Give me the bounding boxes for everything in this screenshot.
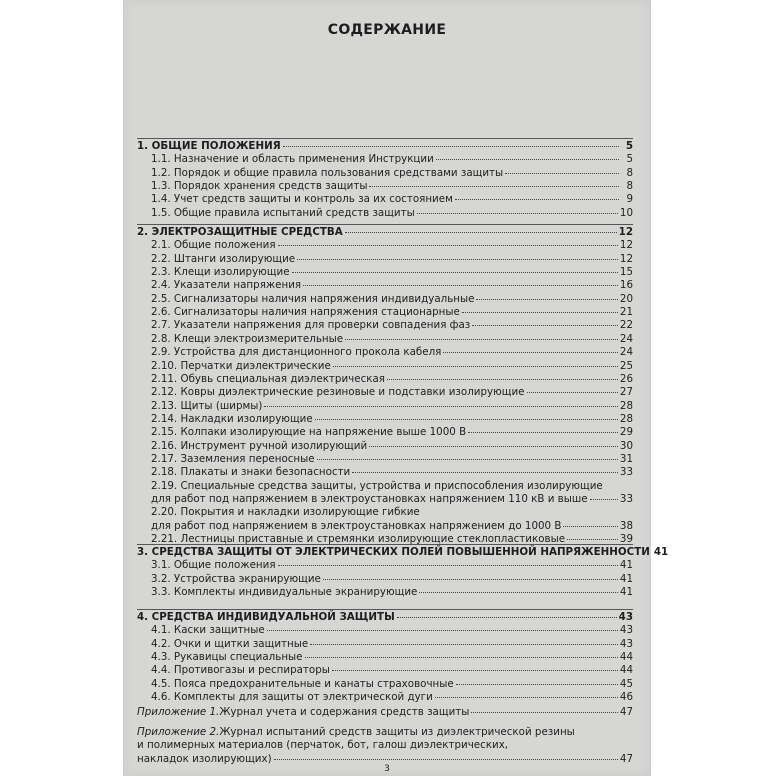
page-ref: 8 — [626, 166, 633, 179]
appendix-title: и полимерных материалов (перчаток, бот, галош диэлектрических, — [137, 739, 509, 752]
toc-page — [123, 0, 669, 776]
page-ref: 27 — [619, 386, 633, 399]
entry-title: 2.19. Специальные средства защиты, устройства и приспособления изолирующие — [151, 479, 603, 492]
dot-leader — [468, 432, 618, 433]
entry-title: 2.8. Клещи электроизмерительные — [151, 332, 344, 345]
toc-entry[interactable] — [137, 346, 633, 359]
section-title: 3. СРЕДСТВА ЗАЩИТЫ ОТ ЭЛЕКТРИЧЕСКИХ ПОЛЕЙ ПОВЫШЕННОЙ НАПРЯЖЕННОСТИ — [137, 546, 650, 558]
dot-leader — [345, 339, 618, 340]
dot-leader — [274, 759, 618, 760]
toc-appendix[interactable] — [137, 706, 633, 719]
dot-leader — [436, 159, 619, 160]
page-ref: 12 — [619, 252, 633, 265]
toc-entry[interactable] — [137, 153, 633, 166]
entry-title: 1.1. Назначение и область применения Инструкции — [151, 153, 434, 166]
dot-leader — [317, 459, 618, 460]
entry-title: 2.7. Указатели напряжения для проверки совпадения фаз — [151, 319, 471, 332]
page-ref: 29 — [619, 426, 633, 439]
page-title: СОДЕРЖАНИЕ — [327, 22, 447, 38]
entry-title: 2.1. Общие положения — [151, 239, 276, 252]
entry-title: 2.12. Ковры диэлектрические резиновые и подставки изолирующие — [151, 386, 525, 399]
page-ref: 12 — [619, 239, 633, 252]
page-ref: 24 — [619, 332, 633, 345]
dot-leader — [476, 299, 617, 300]
toc-entry[interactable] — [137, 691, 633, 704]
toc-entry[interactable] — [137, 266, 633, 279]
section-title: 1. ОБЩИЕ ПОЛОЖЕНИЯ — [137, 140, 281, 152]
dot-leader — [278, 245, 618, 246]
page-ref: 26 — [619, 372, 633, 385]
toc-entry[interactable] — [137, 480, 633, 493]
toc-entry[interactable] — [137, 386, 633, 399]
section-divider — [137, 138, 633, 139]
toc-section-4[interactable] — [137, 611, 633, 624]
appendix-title: Журнал испытаний средств защиты из диэлектрической резины — [219, 726, 575, 738]
entry-title: 1.2. Порядок и общие правила пользования средствами защиты — [151, 166, 504, 179]
page-ref: 15 — [619, 266, 633, 279]
page-ref: 28 — [619, 412, 633, 425]
toc-entry[interactable] — [137, 664, 633, 677]
page-ref: 44 — [619, 651, 633, 664]
toc-entry[interactable] — [137, 440, 633, 453]
entry-title: 2.9. Устройства для дистанционного прокола кабеля — [151, 346, 442, 359]
dot-leader — [563, 526, 617, 527]
dot-leader — [417, 213, 618, 214]
toc-entry[interactable] — [137, 279, 633, 292]
section-title: 4. СРЕДСТВА ИНДИВИДУАЛЬНОЙ ЗАЩИТЫ — [137, 611, 395, 623]
entry-title: 2.15. Колпаки изолирующие на напряжение выше 1000 В — [151, 426, 467, 439]
page-ref: 12 — [618, 226, 633, 238]
dot-leader — [297, 259, 618, 260]
toc-entry[interactable] — [137, 293, 633, 306]
page-ref: 45 — [619, 677, 633, 690]
toc-entry[interactable] — [137, 586, 633, 599]
toc-entry[interactable] — [137, 466, 633, 479]
dot-leader — [435, 697, 618, 698]
toc-entry[interactable] — [137, 651, 633, 664]
entry-title: 2.6. Сигнализаторы наличия напряжения стационарные — [151, 306, 460, 319]
toc-entry[interactable] — [137, 207, 633, 220]
dot-leader — [567, 539, 618, 540]
page-ref: 28 — [619, 399, 633, 412]
page-ref: 21 — [619, 306, 633, 319]
entry-title: для работ под напряжением в электроустановках напряжением до 1000 В — [151, 519, 562, 532]
page-ref: 22 — [619, 319, 633, 332]
page-ref: 41 — [653, 546, 669, 558]
page-ref: 33 — [619, 493, 633, 505]
dot-leader — [315, 419, 618, 420]
dot-leader — [590, 499, 618, 500]
appendix-prefix: Приложение 2. — [137, 726, 220, 738]
dot-leader — [505, 173, 619, 174]
page-ref: 31 — [619, 452, 633, 465]
page-ref: 20 — [619, 292, 633, 305]
section-divider — [137, 609, 633, 610]
toc-section-3[interactable] — [137, 546, 669, 559]
toc-entry[interactable] — [137, 573, 633, 586]
page-ref: 38 — [619, 519, 633, 532]
entry-title: 1.4. Учет средств защиты и контроль за их состоянием — [151, 193, 453, 206]
page-ref: 16 — [619, 279, 633, 292]
page-ref: 5 — [626, 153, 633, 166]
page-ref: 8 — [626, 180, 633, 193]
dot-leader — [471, 712, 618, 713]
dot-leader — [267, 630, 618, 631]
dot-leader — [278, 565, 618, 566]
dot-leader — [527, 392, 618, 393]
page-ref: 47 — [619, 752, 633, 765]
appendix-title: накладок изолирующих) — [137, 752, 272, 765]
entry-title: 4.6. Комплекты для защиты от электрической дуги — [151, 691, 433, 704]
dot-leader — [292, 272, 618, 273]
entry-title: 4.5. Пояса предохранительные и канаты страховочные — [151, 677, 454, 690]
entry-title: 3.3. Комплекты индивидуальные экранирующие — [151, 586, 418, 599]
entry-title: 3.1. Общие положения — [151, 559, 276, 572]
page-ref: 10 — [619, 206, 633, 219]
section-divider — [137, 224, 633, 225]
page-ref: 9 — [626, 193, 633, 206]
dot-leader — [264, 406, 617, 407]
entry-title: 2.3. Клещи изолирующие — [151, 266, 290, 279]
section-title: 2. ЭЛЕКТРОЗАЩИТНЫЕ СРЕДСТВА — [137, 226, 343, 238]
toc-entry[interactable] — [137, 319, 633, 332]
toc-entry[interactable] — [137, 400, 633, 413]
dot-leader — [303, 285, 618, 286]
toc-entry[interactable] — [137, 493, 633, 506]
entry-title: 4.3. Рукавицы специальные — [151, 651, 303, 664]
dot-leader — [456, 684, 618, 685]
toc-entry[interactable] — [137, 180, 633, 193]
entry-title: 2.13. Щиты (ширмы) — [151, 399, 263, 412]
entry-title: 2.2. Штанги изолирующие — [151, 252, 296, 265]
entry-title: 1.5. Общие правила испытаний средств защиты — [151, 206, 415, 219]
toc-section-2[interactable] — [137, 226, 633, 239]
dot-leader — [472, 325, 618, 326]
toc-entry[interactable] — [137, 373, 633, 386]
dot-leader — [397, 617, 617, 618]
entry-title: для работ под напряжением в электроустановках напряжением 110 кВ и выше — [151, 493, 588, 505]
dot-leader — [352, 472, 618, 473]
page-ref: 41 — [619, 586, 633, 599]
dot-leader — [455, 199, 619, 200]
page-ref: 5 — [625, 140, 633, 152]
page-ref: 43 — [619, 624, 633, 637]
dot-leader — [369, 186, 619, 187]
dot-leader — [332, 670, 618, 671]
dot-leader — [323, 579, 618, 580]
toc-appendix[interactable] — [137, 726, 633, 739]
entry-title: 2.20. Покрытия и накладки изолирующие гибкие — [151, 506, 420, 519]
page-ref: 46 — [619, 691, 633, 704]
entry-title: 4.2. Очки и щитки защитные — [151, 637, 309, 650]
entry-title: 2.16. Инструмент ручной изолирующий — [151, 439, 368, 452]
toc-section-1[interactable] — [137, 140, 633, 153]
dot-leader — [419, 592, 618, 593]
page-ref: 43 — [618, 611, 633, 623]
page-ref: 47 — [619, 706, 633, 718]
page-ref: 44 — [619, 664, 633, 677]
entry-title: 3.2. Устройства экранирующие — [151, 572, 321, 585]
page-ref: 39 — [619, 533, 633, 546]
page-number: 3 — [384, 764, 390, 774]
toc-entry[interactable] — [137, 167, 633, 180]
appendix-title: Журнал учета и содержания средств защиты — [219, 706, 470, 718]
entry-title: 2.18. Плакаты и знаки безопасности — [151, 466, 351, 479]
page-ref: 41 — [619, 572, 633, 585]
toc-appendix[interactable] — [137, 739, 633, 752]
dot-leader — [283, 146, 619, 147]
dot-leader — [305, 657, 618, 658]
dot-leader — [345, 232, 617, 233]
page-ref: 30 — [619, 439, 633, 452]
entry-title: 2.5. Сигнализаторы наличия напряжения индивидуальные — [151, 292, 475, 305]
page-ref: 33 — [619, 466, 633, 479]
toc-entry[interactable] — [137, 333, 633, 346]
toc-entry[interactable] — [137, 306, 633, 319]
toc-entry[interactable] — [137, 360, 633, 373]
page-ref: 24 — [619, 346, 633, 359]
entry-title: 4.1. Каски защитные — [151, 624, 265, 637]
toc-entry[interactable] — [137, 506, 633, 519]
toc-entry[interactable] — [137, 638, 633, 651]
toc-entry[interactable] — [137, 413, 633, 426]
toc-entry[interactable] — [137, 520, 633, 533]
toc-entry[interactable] — [137, 624, 633, 637]
section-divider — [137, 544, 633, 545]
toc-entry[interactable] — [137, 559, 633, 572]
entry-title: 2.14. Накладки изолирующие — [151, 412, 313, 425]
toc-entry[interactable] — [137, 193, 633, 206]
entry-title: 4.4. Противогазы и респираторы — [151, 664, 330, 677]
dot-leader — [462, 312, 618, 313]
dot-leader — [443, 352, 618, 353]
toc-entry[interactable] — [137, 239, 633, 252]
toc-entry[interactable] — [137, 678, 633, 691]
appendix-prefix: Приложение 1. — [137, 706, 220, 718]
entry-title: 2.21. Лестницы приставные и стремянки изолирующие стеклопластиковые — [151, 533, 566, 546]
entry-title: 2.17. Заземления переносные — [151, 452, 315, 465]
toc-entry[interactable] — [137, 253, 633, 266]
dot-leader — [369, 446, 618, 447]
dot-leader — [387, 379, 618, 380]
dot-leader — [333, 366, 618, 367]
toc-entry[interactable] — [137, 453, 633, 466]
entry-title: 1.3. Порядок хранения средств защиты — [151, 180, 368, 193]
page-ref: 25 — [619, 359, 633, 372]
dot-leader — [310, 644, 618, 645]
page-ref: 41 — [619, 559, 633, 572]
page-ref: 43 — [619, 637, 633, 650]
entry-title: 2.11. Обувь специальная диэлектрическая — [151, 372, 385, 385]
entry-title: 2.4. Указатели напряжения — [151, 279, 302, 292]
entry-title: 2.10. Перчатки диэлектрические — [151, 359, 331, 372]
toc-entry[interactable] — [137, 426, 633, 439]
